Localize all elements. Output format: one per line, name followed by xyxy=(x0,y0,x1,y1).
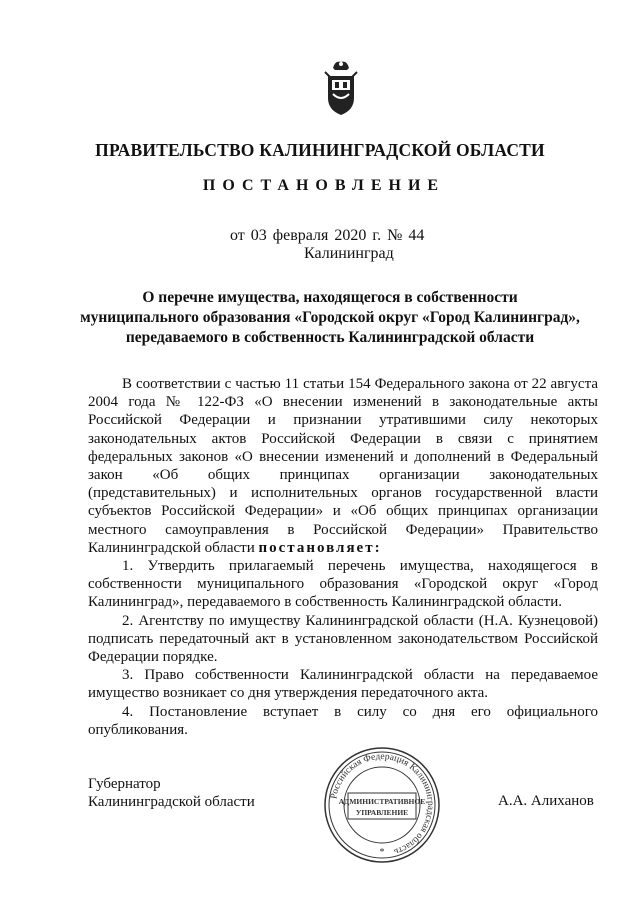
stamp-outer-text: Российская Федерация Калининградская область xyxy=(329,751,436,857)
star-icon: * xyxy=(379,847,385,858)
document-body xyxy=(88,375,598,739)
document-title xyxy=(60,288,600,348)
resolves-word: постановляет: xyxy=(258,539,382,556)
clause-paragraph: 1. Утвердить прилагаемый перечень имущества, находящегося в собственности муниципального образования «Городской округ «Город Калининград», передаваемого в собственность Калининградской области. xyxy=(88,558,598,611)
title-line: муниципального образования «Городской округ «Город Калининград», xyxy=(80,309,580,326)
title-line: О перечне имущества, находящегося в собственности xyxy=(142,289,518,306)
city-line: Калининград xyxy=(304,245,394,262)
coat-of-arms-emblem xyxy=(323,58,359,118)
title-line: передаваемого в собственность Калининградской области xyxy=(125,329,535,346)
clause-paragraph: 3. Право собственности Калининградской области на передаваемое имущество возникает со дня утверждения передаточного акта. xyxy=(88,667,598,702)
stamp-inner-line: АДМИНИСТРАТИВНОЕ xyxy=(338,797,426,806)
stamp-inner-line: УПРАВЛЕНИЕ xyxy=(355,808,409,817)
position-line: Губернатор xyxy=(88,776,161,792)
organization-heading: ПРАВИТЕЛЬСТВО КАЛИНИНГРАДСКОЙ ОБЛАСТИ xyxy=(95,140,545,160)
official-stamp xyxy=(322,745,442,865)
signatory-name: А.А. Алиханов xyxy=(498,793,594,809)
clause-paragraph: 2. Агентству по имуществу Калининградской области (Н.А. Кузнецовой) подписать передаточный акт в установленном законодательством Российской Федерации порядке. xyxy=(88,612,598,666)
position-line: Калининградской области xyxy=(88,794,255,810)
document-type-heading: ПОСТАНОВЛЕНИЕ xyxy=(202,177,446,194)
clause-paragraph: 4. Постановление вступает в силу со дня его официального опубликования. xyxy=(88,703,598,738)
signatory-position xyxy=(88,775,255,811)
preamble-text: В соответствии с частью 11 статьи 154 Федерального закона от 22 августа 2004 года № 122-ФЗ «О внесении изменений в законодательные акты Российской Федерации и признании утратившими силу некоторых законодательных актов Российской Федерации в связи с принятием федеральных законов «О внесении изменений и дополнений в Федеральный закон «Об общих принципах организации законодательных (представительных) и исполнительных органов государственной власти субъектов Российской Федерации» и «Об общих принципах организации местного самоуправления в Российской Федерации» Правительство Калининградской области xyxy=(88,376,598,556)
date-number-line: от 03 февраля 2020 г. № 44 xyxy=(230,227,425,244)
preamble-paragraph xyxy=(88,375,598,557)
